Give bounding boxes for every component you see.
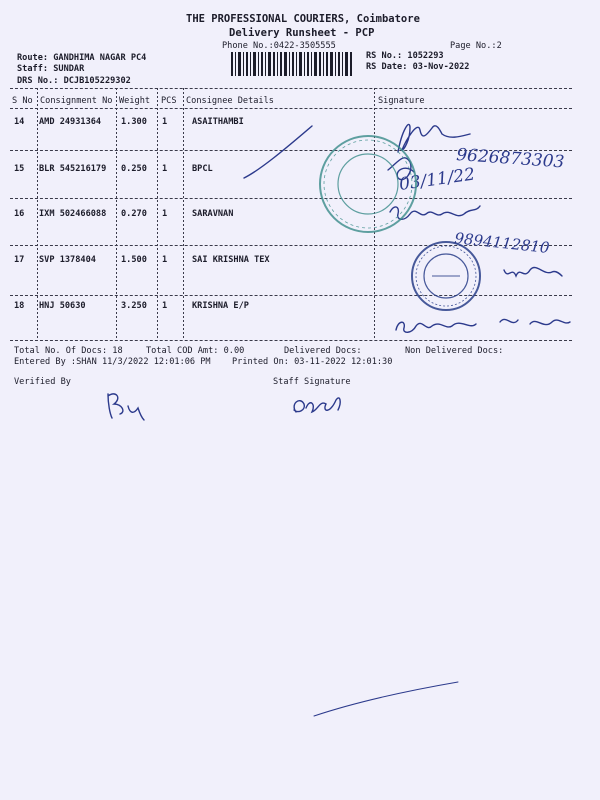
- check-mark: [244, 126, 312, 178]
- row-pcs: 1: [162, 209, 168, 219]
- verifier-signature: [108, 394, 144, 420]
- column-header-weight: Weight: [119, 96, 151, 106]
- row-consignee: SARAVNAN: [192, 209, 234, 219]
- staff: Staff: SUNDAR: [17, 64, 85, 74]
- row-sno: 18: [14, 301, 25, 311]
- non-delivered-docs: Non Delivered Docs:: [405, 346, 504, 356]
- total-cod-amount: Total COD Amt: 0.00: [146, 346, 245, 356]
- row-sno: 17: [14, 255, 25, 265]
- signature-scribble: [504, 267, 562, 276]
- page-number: Page No.:2: [450, 41, 502, 51]
- phone-number: Phone No.:0422-3505555: [222, 41, 336, 51]
- row-sno: 16: [14, 209, 25, 219]
- row-sno: 14: [14, 117, 25, 127]
- row-weight: 1.300: [121, 117, 147, 127]
- row-weight: 0.250: [121, 164, 147, 174]
- handwritten-phone: 9626873303: [455, 145, 565, 173]
- column-header-consignment: Consignment No: [40, 96, 113, 106]
- row-pcs: 1: [162, 164, 168, 174]
- total-docs: Total No. Of Docs: 18: [14, 346, 123, 356]
- row-consignment: SVP 1378404: [39, 255, 96, 265]
- route: Route: GANDHIMA NAGAR PC4: [17, 53, 147, 63]
- column-header-consignee: Consignee Details: [186, 96, 274, 106]
- column-header-pcs: PCS: [161, 96, 177, 106]
- row-sno: 15: [14, 164, 25, 174]
- row-weight: 3.250: [121, 301, 147, 311]
- column-header-signature: Signature: [378, 96, 425, 106]
- row-pcs: 1: [162, 117, 168, 127]
- handwritten-date: 03/11/22: [397, 164, 477, 195]
- row-consignment: HNJ 50630: [39, 301, 86, 311]
- verified-by-label: Verified By: [14, 377, 71, 387]
- document-title: Delivery Runsheet - PCP: [229, 27, 375, 39]
- drs-number: DRS No.: DCJB105229302: [17, 76, 131, 86]
- row-consignment: IXM 502466088: [39, 209, 107, 219]
- row-consignee: ASAITHAMBI: [192, 117, 244, 127]
- row-weight: 1.500: [121, 255, 147, 265]
- stray-pen-line: [314, 682, 458, 716]
- printed-on: Printed On: 03-11-2022 12:01:30: [232, 357, 393, 367]
- row-consignee: SAI KRISHNA TEX: [192, 255, 270, 265]
- row-pcs: 1: [162, 255, 168, 265]
- row-consignment: AMD 24931364: [39, 117, 102, 127]
- signature-scribble: [396, 319, 570, 332]
- column-header-sno: S No: [12, 96, 33, 106]
- delivered-docs: Delivered Docs:: [284, 346, 362, 356]
- handwritten-phone: 9894112810: [453, 229, 551, 257]
- company-name: THE PROFESSIONAL COURIERS, Coimbatore: [186, 13, 420, 25]
- entered-by: Entered By :SHAN 11/3/2022 12:01:06 PM: [14, 357, 211, 367]
- textile-services-stamp: [412, 242, 480, 310]
- row-weight: 0.270: [121, 209, 147, 219]
- staff-signature-label: Staff Signature: [273, 377, 351, 387]
- row-consignment: BLR 545216179: [39, 164, 107, 174]
- row-consignee: BPCL: [192, 164, 213, 174]
- row-consignee: KRISHNA E/P: [192, 301, 249, 311]
- rs-number: RS No.: 1052293: [366, 51, 444, 61]
- rs-date: RS Date: 03-Nov-2022: [366, 62, 470, 72]
- row-pcs: 1: [162, 301, 168, 311]
- staff-handwritten-signature: [294, 398, 340, 412]
